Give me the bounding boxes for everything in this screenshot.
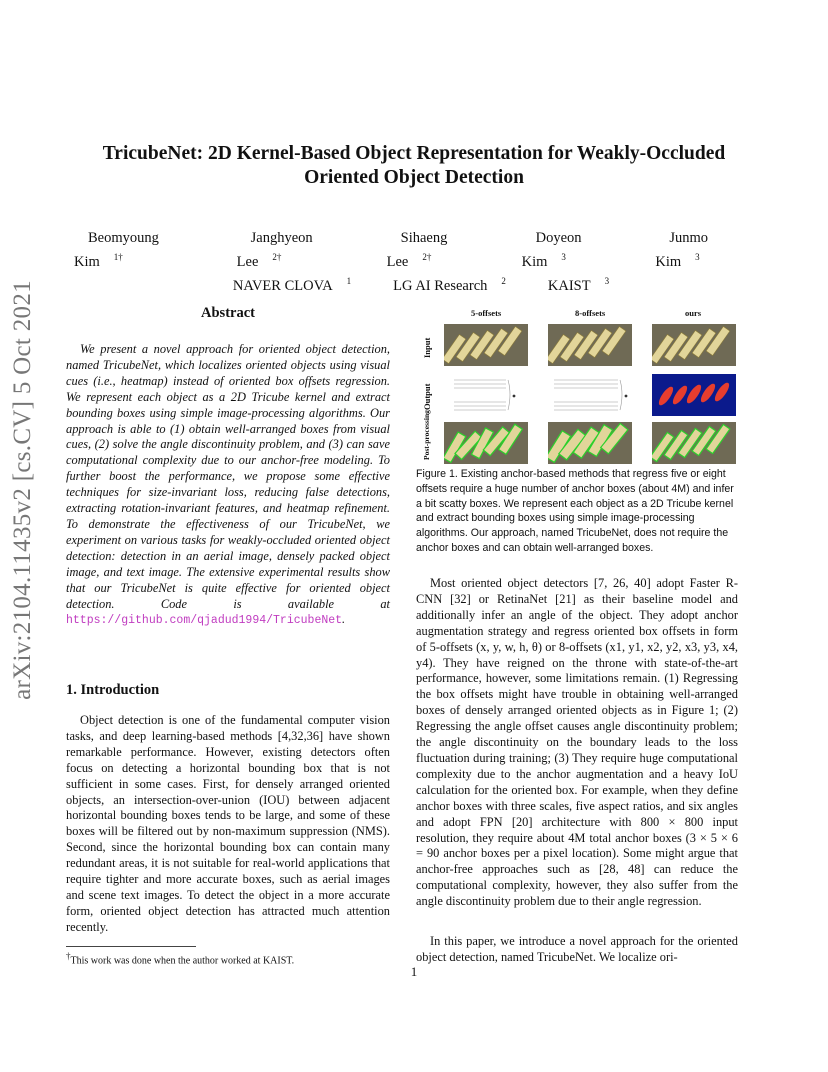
affiliation: LG AI Research $^2$ — [393, 275, 506, 294]
author: Janghyeon Lee $^{2\dagger}$ — [236, 230, 313, 270]
abstract-text: We present a novel approach for oriented object detection, named TricubeNet, which localizes oriented objects using visual cues (i.e., heatmap) instead of oriented box offsets regression. We represent each object as a 2D Tricube kernel and extract bounding boxes using simple image-processing algorithms. Our approach is able to (1) obtain well-arranged boxes from visual cues, (2) solve the angle discontinuity problem, and (3) can save computational complexity due to our anchor-free modeling. To further boost the performance, we propose some effective techniques for size-invariant loss, reducing false detections, extracting rotation-invariant features, and heatmap refinement. To demonstrate the effectiveness of our TricubeNet, we experiment on various tasks for weakly-occluded oriented object detection: detection in an aerial image, densely packed object image, and text image. The extensive experimental results show that our TricubeNet is quite effective for oriented object detection. Code is available at — [66, 342, 390, 611]
post-image-5-offsets — [444, 422, 528, 464]
author: Junmo Kim $^3$ — [655, 230, 709, 270]
affiliation: NAVER CLOVA $^1$ — [232, 275, 352, 294]
col-label-ours: ours — [685, 308, 702, 318]
arxiv-stamp-text: arXiv:2104.11435v2 [cs.CV] 5 Oct 2021 — [9, 280, 36, 700]
title-line-1: TricubeNet: 2D Kernel-Based Object Representation for Weakly-Occluded — [102, 143, 726, 164]
input-image-5-offsets — [444, 324, 528, 366]
figure-1 — [418, 306, 738, 466]
post-image-ours — [652, 422, 736, 464]
footnote-rule — [66, 946, 196, 947]
author-block — [60, 229, 768, 296]
footnote: †This work was done when the author worked at KAIST. — [66, 951, 295, 967]
author: Doyeon Kim $^3$ — [521, 230, 582, 270]
output-matrix-5-offsets — [444, 374, 528, 416]
row-label-post-processing: Post-processing — [422, 410, 431, 460]
author-names — [60, 229, 768, 272]
affiliation: KAIST $^3$ — [547, 275, 610, 294]
row-label-input: Input — [422, 337, 432, 358]
paper-title — [60, 142, 768, 190]
row-label-output: Output — [422, 383, 432, 410]
abstract-body: We present a novel approach for oriented object detection, named TricubeNet, which localizes oriented objects using visual cues (i.e., heatmap) instead of oriented box offsets regression. We represent each object as a 2D Tricube kernel and extract bounding boxes using simple image-processing algorithms. Our approach is able to (1) obtain well-arranged boxes from visual cues, (2) solve the angle discontinuity problem, and (3) can save computational complexity due to our anchor-free modeling. To further boost the performance, we propose some effective techniques for size-invariant loss, reducing false detections, extracting rotation-invariant features, and heatmap refinement. To demonstrate the effectiveness of our TricubeNet, we experiment on various tasks for weakly-occluded oriented object detection: detection in an aerial image, densely packed object image, and text image. The extensive experimental results show that our TricubeNet is quite effective for oriented object detection. Code is available at https://github.com/qjadud1994/TricubeNet. — [66, 342, 390, 628]
right-paragraph-2: In this paper, we introduce a novel approach for the oriented object detection, named TricubeNet. We localize ori- — [416, 934, 738, 964]
title-line-2: Oriented Object Detection — [304, 167, 524, 188]
abstract-heading: Abstract — [201, 305, 255, 321]
intro-paragraph: Object detection is one of the fundamental computer vision tasks, and deep learning-based methods [4,32,36] have shown remarkable performance. However, existing detectors often focus on detecting a horizontal bounding box that is not sufficient in some cases. First, for densely arranged oriented objects, an intersection-over-union (IOU) between adjacent horizontal bounding boxes tends to be large, and some of these boxes will be filtered out by non-maximum suppression (NMS). Second, since the horizontal bounding box can contain many redundant areas, it is not suitable for real-world applications that require tighter and more accurate boxes, such as aerial images and scene text images. To detect the object in a more accurate form, oriented object detection has attracted much attention recently. — [66, 713, 390, 934]
code-link[interactable]: https://github.com/qjadud1994/TricubeNet — [66, 614, 343, 628]
input-image-8-offsets — [548, 324, 632, 366]
input-image-ours — [652, 324, 736, 366]
author: Sihaeng Lee $^{2\dagger}$ — [386, 230, 448, 270]
right-paragraph-1: Most oriented object detectors [7, 26, 40] adopt Faster R-CNN [32] or RetinaNet [21] as their baseline model and additionally infer an angle of the object. They adopt anchor augmentation strategy and regress oriented box offsets in form of 5-offsets (x, y, w, h, θ) or 8-offsets (x1, y1, x2, y2, x3, y3, x4, y4). They have reigned on the throne with state-of-the-art performance, however, some limitations remain. (1) Regressing the box offsets might have trouble in obtaining well-arranged boxes of densely arranged oriented objects as in Figure 1; (2) Regressing the angle offset causes angle discontinuity problem; the angle discontinuity on the boundary leads to the loss fluctuation during training; (3) They require huge computational complexity due to the anchor augmentation and a heavy IoU calculation for the oriented box. For example, when they define anchor boxes with three scales, five aspect ratios, and six angles and adopt FPN [20] architecture with 800 × 800 input resolution, they require about 4M total anchor boxes (3 × 5 × 6 = 90 anchor boxes per a pixel location). Some might argue that anchor-free approaches such as [28, 48] can reduce the computational complexity, however, they also suffer from the angle discontinuity problem due to their angle regression. — [416, 576, 738, 909]
post-image-8-offsets — [548, 422, 632, 464]
arxiv-stamp — [4, 280, 42, 700]
col-label-8-offsets: 8-offsets — [575, 308, 606, 318]
author: Beomyoung Kim $^{1\dagger}$ — [74, 230, 159, 270]
footnote-text: This work was done when the author worked at KAIST. — [70, 955, 295, 967]
col-label-5-offsets: 5-offsets — [471, 308, 502, 318]
page-number: 1 — [410, 964, 418, 979]
affiliations — [60, 272, 768, 296]
figure-caption: Figure 1. Existing anchor-based methods that regress five or eight offsets require a huge number of anchor boxes (about 4M) and infer a bit scatty boxes. We represent each object as a 2D Tricube kernel and extract bounding boxes using simple image-processing algorithms. Our approach, named TricubeNet, does not require the anchor boxes and can obtain well-arranged boxes. — [416, 468, 734, 554]
output-heatmap-ours — [652, 374, 736, 416]
section-heading: 1. Introduction — [66, 682, 160, 698]
output-matrix-8-offsets — [548, 374, 632, 416]
